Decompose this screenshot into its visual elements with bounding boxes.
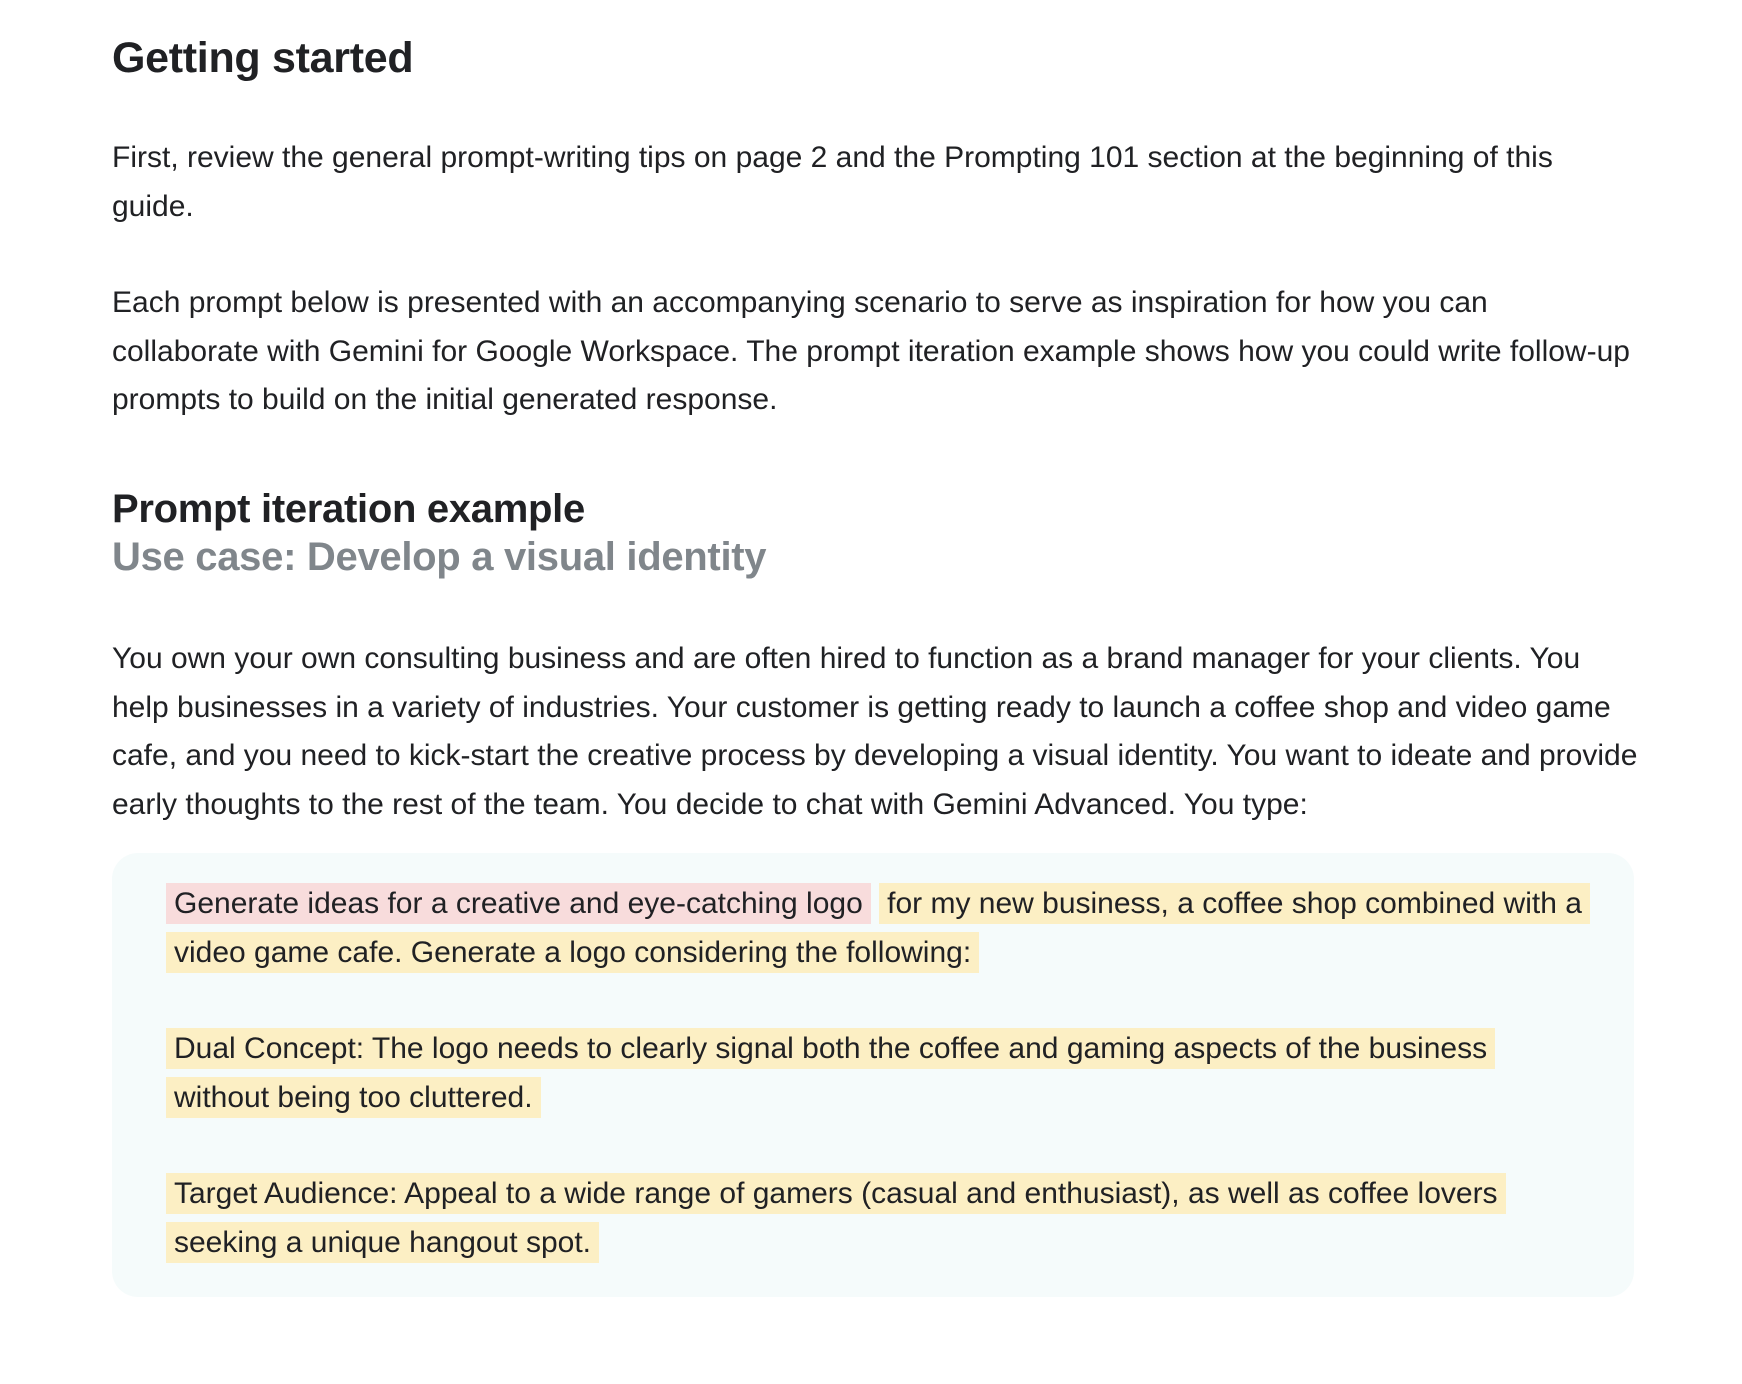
use-case-subtitle: Use case: Develop a visual identity [112, 535, 767, 579]
scenario-paragraph: You own your own consulting business and are often hired to function as a brand manager for your clients. You help businesses in a variety of industries. Your customer is getting ready to launch a coffee shop and video game cafe, and you need to kick-start the creative process by developing a visual identity. You want to ideate and provide early thoughts to the rest of the team. You decide to chat with Gemini Advanced. You type: [112, 642, 1638, 821]
prompt-target-audience-highlight: Target Audience: Appeal to a wide range of gamers (casual and enthusiast), as well as coffee lovers seeking a unique hangout spot. [166, 1173, 1506, 1263]
page-heading: Getting started [112, 34, 414, 82]
prompt-paragraph-intro [166, 880, 1586, 977]
prompt-task-highlight: Generate ideas for a creative and eye-catching logo [166, 883, 871, 924]
prompt-box [112, 853, 1634, 1297]
prompt-paragraph-target-audience [166, 1170, 1586, 1267]
prompt-context-highlight: for my new business, a coffee shop combined with a video game cafe. Generate a logo considering the following: [166, 883, 1590, 973]
prompt-dual-concept-highlight: Dual Concept: The logo needs to clearly signal both the coffee and gaming aspects of the business without being too cluttered. [166, 1028, 1495, 1118]
intro-paragraph-2: Each prompt below is presented with an accompanying scenario to serve as inspiration for how you can collaborate with Gemini for Google Workspace. The prompt iteration example shows how you could write follow-up prompts to build on the initial generated response. [112, 286, 1630, 416]
prompt-paragraph-dual-concept [166, 1025, 1586, 1122]
intro-paragraph-1: First, review the general prompt-writing tips on page 2 and the Prompting 101 section at the beginning of this guide. [112, 141, 1553, 223]
section-title: Prompt iteration example [112, 487, 585, 531]
